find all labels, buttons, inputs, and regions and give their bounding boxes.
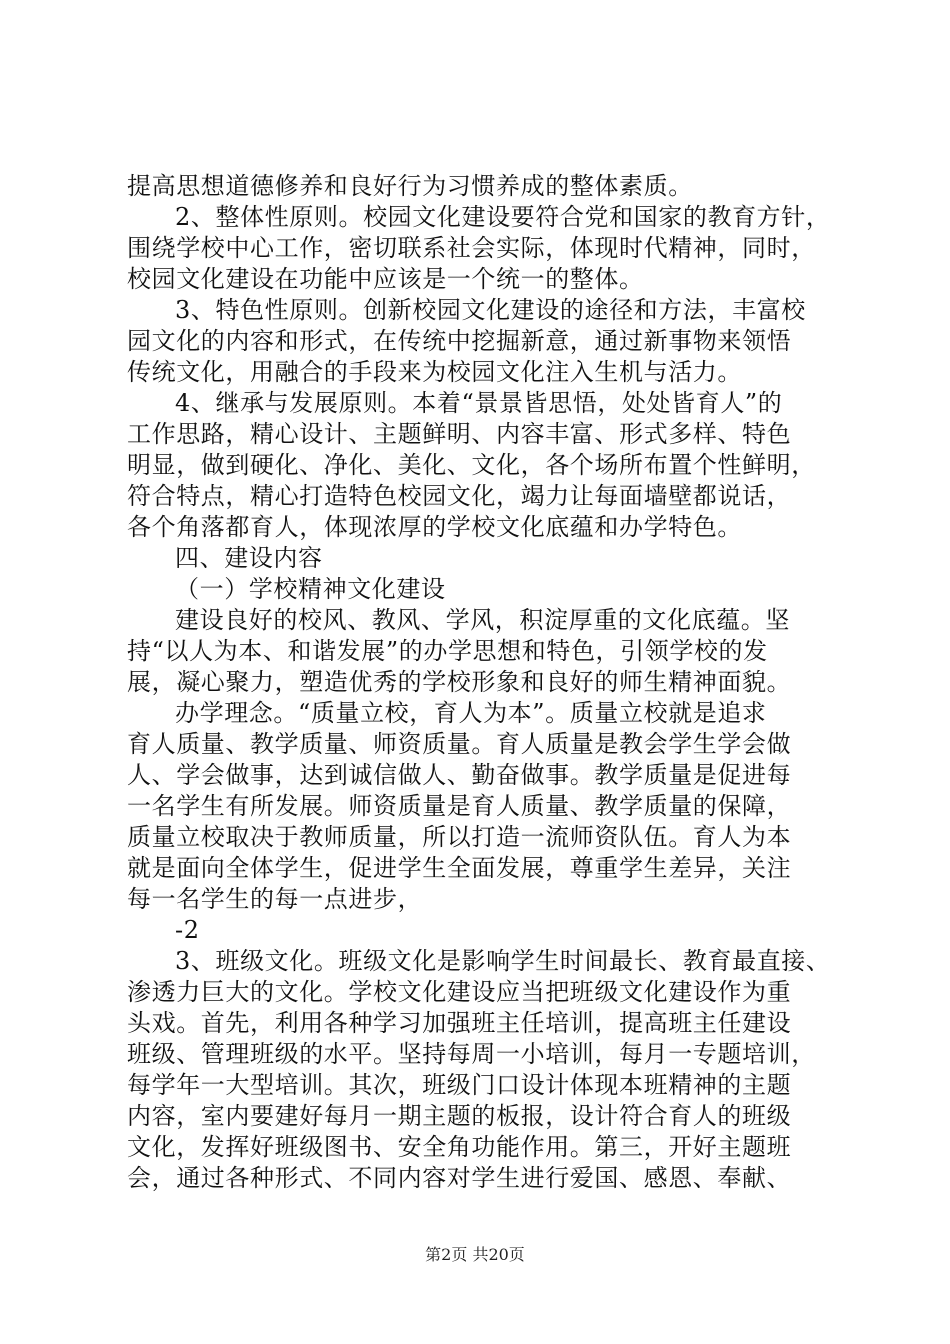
text-line: 渗透力巨大的文化。学校文化建设应当把班级文化建设作为重 — [127, 978, 792, 1006]
text-line: 3、班级文化。班级文化是影响学生时间最长、教育最直接、 — [175, 947, 831, 975]
text-line: 一名学生有所发展。师资质量是育人质量、教学质量的保障， — [127, 792, 792, 820]
text-line: 头戏。首先，利用各种学习加强班主任培训，提高班主任建设 — [127, 1009, 792, 1037]
text-line: 每一名学生的每一点进步， — [127, 885, 423, 913]
text-line: 工作思路，精心设计、主题鲜明、内容丰富、形式多样、特色 — [127, 420, 792, 448]
text-line: 就是面向全体学生，促进学生全面发展，尊重学生差异，关注 — [127, 854, 792, 882]
text-line: 会，通过各种形式、不同内容对学生进行爱国、感恩、奉献、 — [127, 1164, 792, 1192]
text-line: 3、特色性原则。创新校园文化建设的途径和方法，丰富校 — [175, 296, 806, 324]
page-footer: 第2页 共20页 — [425, 1245, 525, 1264]
text-line: 持“以人为本、和谐发展”的办学思想和特色，引领学校的发 — [127, 637, 768, 665]
text-line: 办学理念。“质量立校，育人为本”。质量立校就是追求 — [175, 699, 767, 727]
text-line: 每学年一大型培训。其次，班级门口设计体现本班精神的主题 — [127, 1071, 792, 1099]
document-body — [127, 171, 837, 1194]
text-line: 4、继承与发展原则。本着“景景皆思悟，处处皆育人”的 — [175, 389, 783, 417]
text-line: 建设良好的校风、教风、学风，积淀厚重的文化底蕴。坚 — [175, 606, 790, 634]
text-line: 明显，做到硬化、净化、美化、文化，各个场所布置个性鲜明， — [127, 451, 816, 479]
subsection-heading: （一）学校精神文化建设 — [175, 575, 446, 603]
section-heading: 四、建设内容 — [175, 544, 323, 572]
text-line: 2、整体性原则。校园文化建设要符合党和国家的教育方针， — [175, 203, 831, 231]
text-line: 校园文化建设在功能中应该是一个统一的整体。 — [127, 265, 644, 293]
text-line: 符合特点，精心打造特色校园文化，竭力让每面墙壁都说话， — [127, 482, 792, 510]
text-line: 园文化的内容和形式，在传统中挖掘新意，通过新事物来领悟 — [127, 327, 792, 355]
text-line: 育人质量、教学质量、师资质量。育人质量是教会学生学会做 — [127, 730, 792, 758]
text-line: 传统文化，用融合的手段来为校园文化注入生机与活力。 — [127, 358, 742, 386]
text-line: 围绕学校中心工作，密切联系社会实际，体现时代精神，同时， — [127, 234, 816, 262]
text-line: 内容，室内要建好每月一期主题的板报，设计符合育人的班级 — [127, 1102, 792, 1130]
text-line: 文化，发挥好班级图书、安全角功能作用。第三，开好主题班 — [127, 1133, 792, 1161]
text-line: 提高思想道德修养和良好行为习惯养成的整体素质。 — [127, 172, 693, 200]
text-line: 班级、管理班级的水平。坚持每周一小培训，每月一专题培训， — [127, 1040, 816, 1068]
text-line: 人、学会做事，达到诚信做人、勤奋做事。教学质量是促进每 — [127, 761, 792, 789]
text-line: 各个角落都育人，体现浓厚的学校文化底蕴和办学特色。 — [127, 513, 742, 541]
text-line: 质量立校取决于教师质量，所以打造一流师资队伍。育人为本 — [127, 823, 792, 851]
inline-page-marker: -2 — [175, 916, 200, 944]
text-line: 展，凝心聚力，塑造优秀的学校形象和良好的师生精神面貌。 — [127, 668, 792, 696]
